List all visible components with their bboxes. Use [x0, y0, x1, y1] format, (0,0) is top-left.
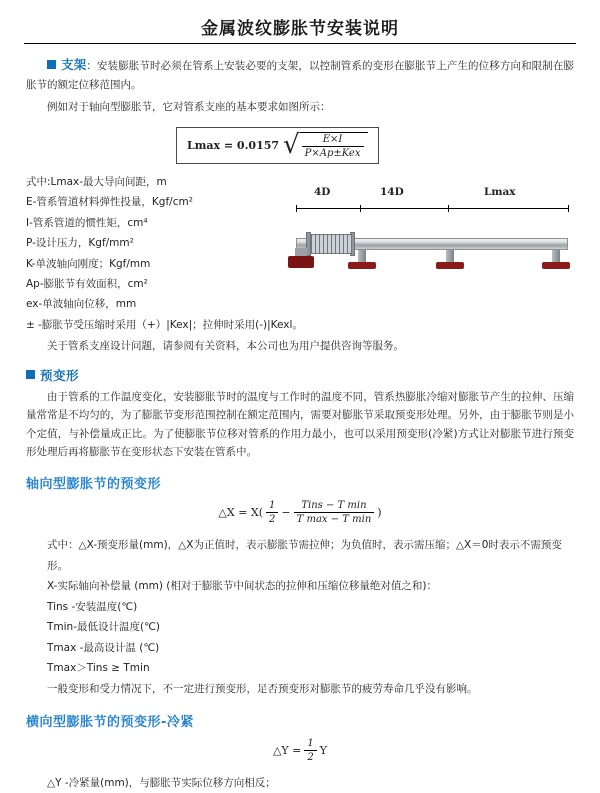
subsection-lateral-heading: 横向型膨胀节的预变形-冷紧: [26, 715, 194, 730]
equation-lateral: [26, 738, 574, 763]
legend-item: I-管系管道的惯性矩，cm⁴: [26, 216, 148, 229]
lateral-line: △Y -冷紧量(mm)，与膨胀节实际位移方向相反；: [47, 777, 276, 789]
formula-radical: [283, 129, 367, 160]
dimension-label-14d: 14D: [380, 185, 404, 198]
axial-line: 一般变形和受力情况下，不一定进行预变形，足否预变形对膨胀节的疲劳寿命几乎没有影响。: [47, 682, 478, 695]
guide-support-3: [542, 250, 570, 272]
subsection-axial-heading: 轴向型膨胀节的预变形: [26, 477, 162, 493]
legend-item: E-管系管道材料弹性投量，Kgf/cm²: [26, 196, 193, 209]
fraction-one-half: $\frac{1}{2}$: [266, 500, 278, 525]
section-bracket-paragraph: 支架：安装膨胀节时必须在管系上安装必要的支架，以控制管系的变形在膨胀节上产生的位移方向和限制在膨胀节的额定位移范围内。: [26, 57, 574, 91]
blue-square-icon: [47, 60, 56, 69]
legend-and-figure: [26, 172, 574, 336]
section-bracket-paragraph2: 例如对于轴向型膨胀节，它对管系支座的基本要求如图所示：: [47, 101, 331, 114]
formula-legend: [26, 172, 303, 336]
axial-line: X-实际轴向补偿量 (mm) (相对于膨胀节中间状态的拉伸和压缩位移量绝对值之和)：: [47, 580, 437, 593]
formula-numerator: E×I: [302, 134, 364, 147]
legend-item: K-单波轴向刚度；Kgf/mm: [26, 257, 151, 270]
anchor-support-left: [288, 248, 314, 274]
title-divider: [24, 43, 576, 44]
bellows-expansion-joint: [310, 234, 352, 254]
equation-axial: [26, 500, 574, 525]
equation-lateral-rhs: Y: [319, 744, 328, 757]
equation-lateral-lhs: △Y =: [272, 744, 302, 757]
legend-item: P-设计压力，Kgf/mm²: [26, 237, 134, 250]
equation-axial-rhs: ): [377, 506, 382, 520]
guide-support-2: [436, 250, 464, 272]
legend-item: ± -膨胀节受压缩时采用（+）|Kex|；拉伸时采用(-)|Kexl。: [26, 318, 303, 331]
section-predeform-text: 由于管系的工作温度变化，安装膨胀节时的温度与工作时的温度不同，管系热膨胀冷缩对膨胀节产生的拉伸、压缩量常常是不均匀的，为了膨胀节变形范围控制在额定范围内，需要对膨胀节采取预变形处理。另外，由于膨胀节则是小个定值，与补偿量成正比。为了使膨胀节位移对管系的作用力最小，也可以采用预变形(冷紧)方式让对膨胀节进行预变形处理后再将膨胀节在变形状态下安装在管系中。: [26, 390, 574, 458]
legend-item: Ap-膨胀节有效面积，cm²: [26, 277, 148, 290]
legend-item: ex-单波轴向位移，mm: [26, 298, 137, 311]
page-title: 金属波纹膨胀节安装说明: [201, 19, 399, 39]
dimension-line-lmax: [448, 208, 568, 209]
section-predeform-head: [26, 366, 574, 384]
blue-square-icon: [26, 370, 35, 379]
axial-line: Tmax -最高设计温 (℃): [47, 641, 160, 654]
axial-line: Tins -安装温度(℃): [47, 600, 138, 613]
radical-sign-icon: √: [283, 129, 300, 160]
section-bracket-text: 安装膨胀节时必须在管系上安装必要的支架，以控制管系的变形在膨胀节上产生的位移方向和限制在膨胀节的额定位移范围内。: [26, 60, 574, 91]
fraction-one-half: $\frac{1}{2}$: [304, 738, 316, 763]
axial-line: 式中：△X-预变形量(mm)，△X为正值时，表示膨胀节需拉伸；为负值时，表示需压缩；△X＝0时表示不需预变形。: [47, 539, 562, 572]
axial-line: Tmin-最低设计温度(℃): [47, 621, 160, 634]
document-page: [0, 14, 600, 789]
equation-axial-minus: −: [281, 506, 291, 520]
dimension-line-4d: [296, 208, 360, 209]
guide-support-1: [348, 250, 376, 272]
pipe-support-diagram: [288, 186, 574, 298]
dimension-tick: [296, 205, 297, 212]
formula-denominator: P×Ap±Kex: [304, 147, 361, 159]
axial-line: Tmax＞Tins ≥ Tmin: [47, 662, 150, 675]
formula-lmax: [176, 127, 379, 164]
section-bracket-label: 支架: [61, 57, 87, 72]
formula-lhs: Lmax = 0.0157: [187, 138, 280, 152]
fraction-temperature-ratio: $\frac{\text{Tins − T min}}{\text{T max − T min}}$: [294, 500, 375, 525]
equation-axial-lhs: △X = X(: [218, 506, 264, 520]
dimension-label-4d: 4D: [314, 185, 331, 198]
dimension-label-lmax: Lmax: [484, 185, 516, 198]
legend-item: 式中:Lmax-最大导向间距，m: [26, 175, 167, 188]
dimension-tick: [568, 205, 569, 212]
dimension-line-14d: [360, 208, 448, 209]
legend-note: 关于管系支座设计问题，请参阅有关资料，本公司也为用户提供咨询等服务。: [47, 340, 404, 353]
section-predeform-label: 预变形: [40, 367, 80, 383]
document-content: [0, 54, 600, 793]
